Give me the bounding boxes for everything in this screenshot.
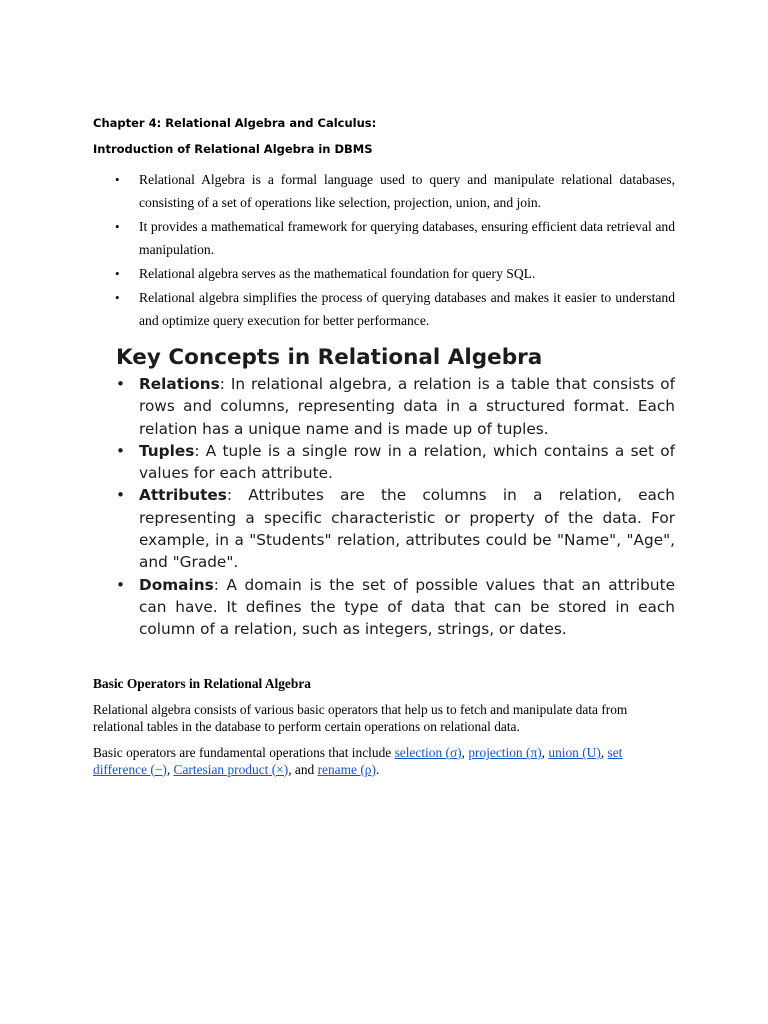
- list-item-text: It provides a mathematical framework for querying databases, ensuring efficient data retrieval and manipulation.: [139, 219, 675, 257]
- key-concepts-list: [116, 373, 675, 641]
- concept-description: : A tuple is a single row in a relation, which contains a set of values for each attribute.: [139, 441, 675, 483]
- key-concepts-heading: Key Concepts in Relational Algebra: [116, 345, 543, 370]
- intro-bullet-list: [93, 168, 675, 333]
- list-item: [116, 440, 675, 485]
- bullet-icon: •: [116, 375, 126, 393]
- bullet-icon: •: [115, 266, 120, 281]
- bullet-icon: •: [116, 575, 126, 594]
- intro-heading: Introduction of Relational Algebra in DBMS: [93, 142, 373, 156]
- paragraph-text: Basic operators are fundamental operations that include: [93, 745, 395, 760]
- bullet-icon: •: [116, 486, 126, 505]
- list-item: [93, 168, 675, 214]
- concept-term: Relations: [139, 375, 220, 393]
- rename-link[interactable]: rename (ρ): [317, 761, 376, 777]
- list-item: [116, 373, 675, 440]
- list-item-text: Relational algebra simplifies the process of querying databases and makes it easier to understand and optimize query execution for better performance.: [139, 290, 675, 328]
- concept-term: Attributes: [139, 486, 227, 505]
- concept-description: : In relational algebra, a relation is a table that consists of rows and columns, representing data in a structured format. Each relation has a unique name and is made up of tuples.: [139, 375, 675, 438]
- separator: ,: [541, 745, 549, 760]
- list-item-text: Relational algebra serves as the mathematical foundation for query SQL.: [139, 266, 536, 281]
- list-item: [116, 484, 675, 573]
- set-difference-link[interactable]: set difference (−): [93, 745, 623, 777]
- list-item: [93, 286, 675, 332]
- bullet-icon: •: [116, 441, 126, 460]
- separator: .: [375, 761, 380, 777]
- projection-link[interactable]: projection (π): [468, 745, 542, 760]
- list-item-text: Relational Algebra is a formal language used to query and manipulate relational databases, consisting of a set of operations like selection, projection, union, and join.: [139, 172, 675, 210]
- separator: ,: [600, 745, 608, 760]
- concept-term: Tuples: [139, 441, 195, 460]
- bullet-icon: •: [115, 290, 120, 305]
- concept-description: : A domain is the set of possible values that an attribute can have. It defines the type of data that can be stored in each column of a relation, such as integers, strings, or dates.: [139, 575, 675, 639]
- basic-operators-heading: Basic Operators in Relational Algebra: [93, 676, 311, 691]
- separator: , and: [288, 761, 318, 777]
- bullet-icon: •: [115, 219, 120, 234]
- bullet-icon: •: [115, 172, 120, 187]
- list-item: [116, 574, 675, 641]
- basic-operators-list-paragraph: [93, 745, 668, 778]
- separator: ,: [166, 761, 174, 777]
- list-item: [93, 262, 675, 285]
- cartesian-product-link[interactable]: Cartesian product (×): [173, 761, 289, 777]
- chapter-title: Chapter 4: Relational Algebra and Calculus:: [93, 116, 377, 130]
- basic-operators-paragraph: Relational algebra consists of various basic operators that help us to fetch and manipulate data from relational tables in the database to perform certain operations on relational data.: [93, 702, 628, 734]
- concept-description: : Attributes are the columns in a relation, each representing a specific characteristic or property of the data. For example, in a "Students" relation, attributes could be "Name", "Age", and "Grade".: [139, 486, 675, 572]
- separator: ,: [461, 745, 469, 760]
- selection-link[interactable]: selection (σ): [394, 745, 462, 760]
- union-link[interactable]: union (U): [548, 745, 601, 760]
- list-item: [93, 215, 675, 261]
- concept-term: Domains: [139, 575, 214, 594]
